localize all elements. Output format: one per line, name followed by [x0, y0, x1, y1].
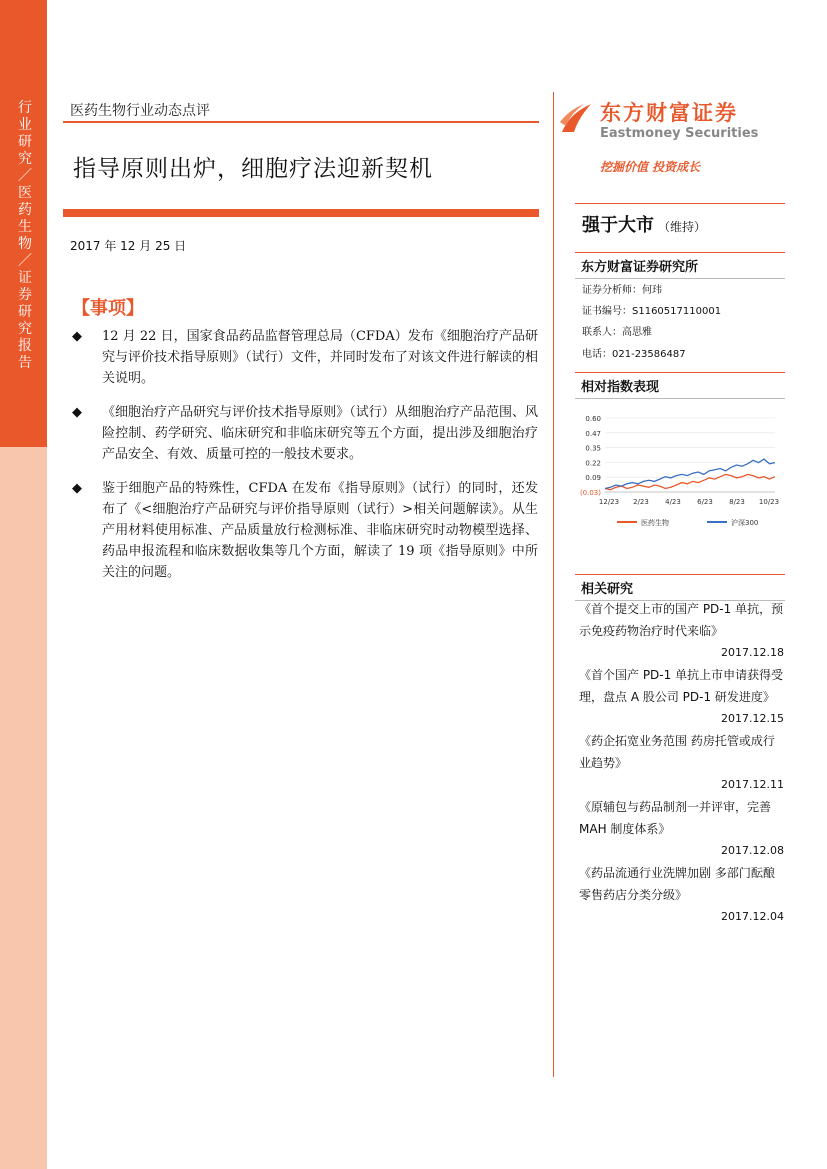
diamond-bullet-icon: ◆: [72, 329, 82, 344]
rating-value: 强于大市: [582, 215, 654, 236]
chart-section-title: 相对指数表现: [575, 372, 785, 399]
x-tick-label: 6/23: [697, 498, 713, 506]
related-title: 《药企拓宽业务范围 药房托管或成行业趋势》: [579, 734, 775, 770]
brand-name-cn: 东方财富证券: [600, 101, 738, 125]
related-date: 2017.12.11: [721, 778, 784, 791]
series-line: [605, 474, 775, 489]
bullet-list: [72, 326, 538, 596]
report-title: 指导原则出炉，细胞疗法迎新契机: [73, 156, 433, 182]
legend-label: 沪深300: [731, 519, 759, 527]
list-item[interactable]: [579, 796, 784, 862]
diamond-bullet-icon: ◆: [72, 405, 82, 420]
x-tick-label: 4/23: [665, 498, 681, 506]
related-title: 《首个提交上市的国产 PD-1 单抗，预示免疫药物治疗时代来临》: [579, 602, 784, 638]
report-category: 医药生物行业动态点评: [70, 103, 210, 119]
bullet-text: 《细胞治疗产品研究与评价技术指导原则》（试行）从细胞治疗产品范围、风险控制、药学研究、临床研究和非临床研究等五个方面，提出涉及细胞治疗产品安全、有效、质量可控的一般技术要求。: [102, 405, 538, 462]
y-tick-label: 0.22: [585, 459, 601, 468]
brand-name-en: Eastmoney Securities: [600, 126, 759, 141]
related-title: 《药品流通行业洗牌加剧 多部门酝酿零售药店分类分级》: [579, 866, 775, 902]
rating-note: （维持）: [658, 220, 707, 234]
related-title: 《原辅包与药品制剂一并评审，完善 MAH 制度体系》: [579, 800, 772, 836]
list-item[interactable]: [579, 664, 784, 730]
brand-mark-icon: [558, 98, 594, 138]
brand-slogan: 挖掘价值 投资成长: [600, 160, 701, 174]
rating-divider: [575, 203, 785, 204]
rating: [582, 211, 706, 237]
x-tick-label: 8/23: [729, 498, 745, 506]
relative-index-chart: [575, 406, 785, 541]
y-tick-label: (0.03): [579, 489, 601, 497]
legend-label: 医药生物: [641, 519, 669, 527]
report-date: 2017 年 12 月 25 日: [70, 239, 187, 253]
company-logo: [558, 96, 773, 146]
related-date: 2017.12.18: [721, 646, 784, 659]
y-tick-label: 0.09: [585, 474, 601, 483]
column-divider: [553, 92, 554, 1077]
diamond-bullet-icon: ◆: [72, 481, 82, 496]
header-divider: [63, 121, 539, 123]
y-tick-label: 0.35: [585, 444, 601, 453]
y-tick-label: 0.60: [585, 415, 601, 423]
bullet-item: [72, 478, 538, 583]
section-title: 【事项】: [72, 298, 144, 319]
related-date: 2017.12.08: [721, 844, 784, 857]
title-divider: [63, 209, 539, 217]
y-tick-label: 0.47: [585, 429, 601, 438]
related-date: 2017.12.04: [721, 910, 784, 923]
related-research-title: 相关研究: [575, 574, 785, 601]
list-item[interactable]: [579, 862, 784, 928]
related-date: 2017.12.15: [721, 712, 784, 725]
x-tick-label: 2/23: [633, 498, 649, 506]
analyst-name: 证券分析师：何玮: [582, 285, 662, 296]
list-item[interactable]: [579, 598, 784, 664]
x-tick-label: 12/23: [598, 498, 620, 506]
bullet-item: [72, 402, 538, 465]
contact-person: 联系人：高思雅: [582, 327, 652, 338]
bullet-item: [72, 326, 538, 389]
bullet-text: 鉴于细胞产品的特殊性，CFDA 在发布《指导原则》（试行）的同时，还发布了《<细胞治疗产品研究与评价指导原则（试行）>相关问题解读》。从生产用材料使用标准、产品质量放行检测标准、非临床研究时动物模型选择、药品申报流程和临床数据收集等几个方面，解读了 19 项《指导原则》中所关注的问题。: [102, 481, 538, 580]
sidebar-band: [0, 0, 47, 447]
series-line: [605, 459, 775, 488]
related-title: 《首个国产 PD-1 单抗上市申请获得受理，盘点 A 股公司 PD-1 研发进度》: [579, 668, 784, 704]
list-item[interactable]: [579, 730, 784, 796]
sidebar-band-lower: [0, 447, 47, 1169]
related-research-list: [579, 598, 784, 928]
phone-number: 电话：021-23586487: [582, 349, 686, 360]
x-tick-label: 10/23: [758, 498, 780, 506]
certificate-number: 证书编号：S1160517110001: [582, 306, 722, 317]
sidebar-label: 行业研究／医药生物／证券研究报告: [18, 100, 32, 371]
institute-title: 东方财富证券研究所: [575, 252, 785, 279]
bullet-text: 12 月 22 日，国家食品药品监督管理总局（CFDA）发布《细胞治疗产品研究与评价技术指导原则》（试行）文件，并同时发布了对该文件进行解读的相关说明。: [102, 329, 538, 386]
